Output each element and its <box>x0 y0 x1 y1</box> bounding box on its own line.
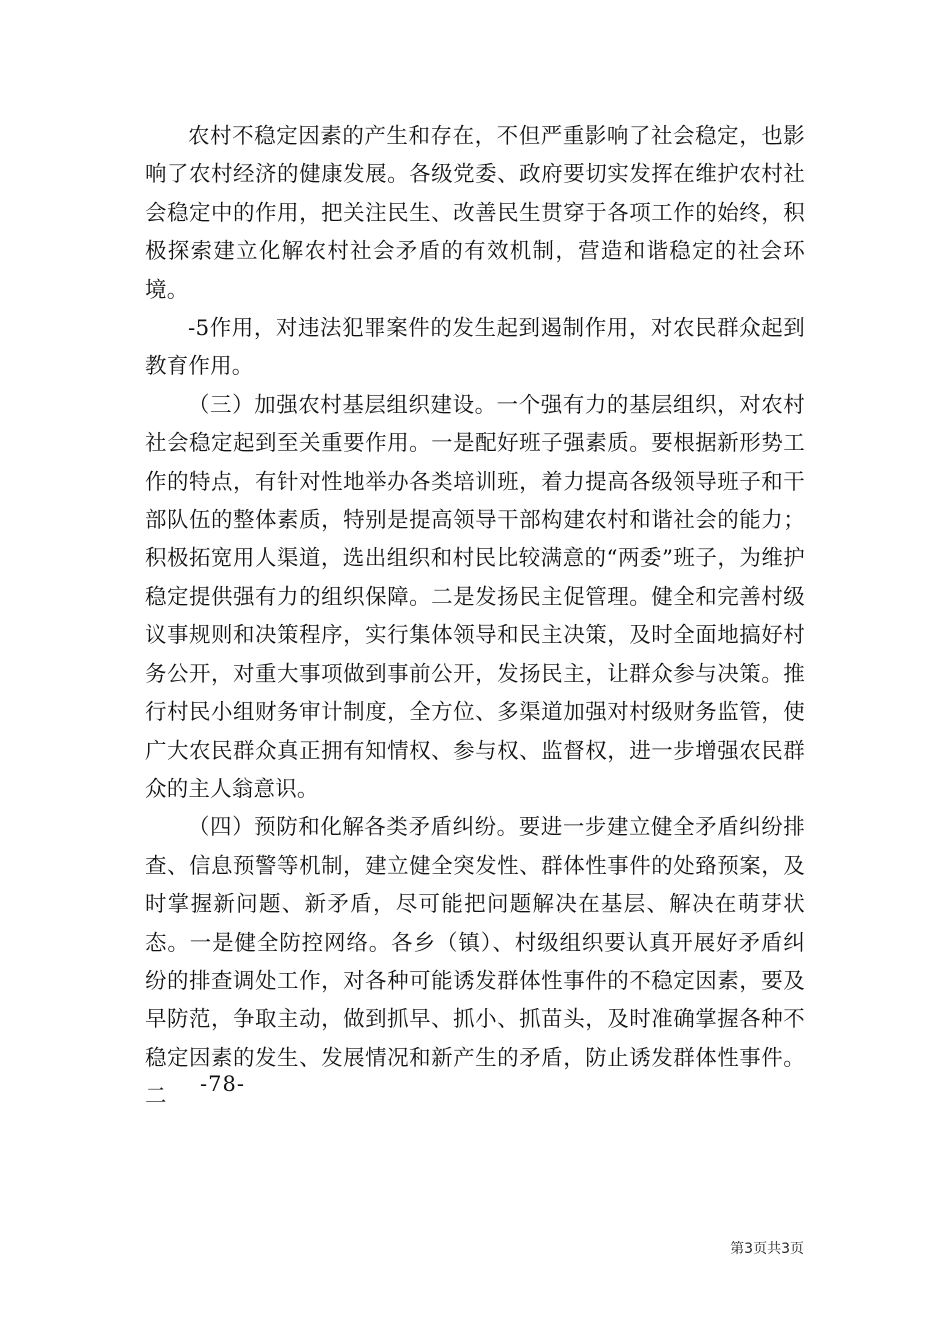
paragraph-fragment: -5作用，对违法犯罪案件的发生起到遏制作用，对农民群众起到教育作用。 <box>145 316 805 380</box>
paragraph-section-four: （四）预防和化解各类矛盾纠纷。要进一步建立健全矛盾纠纷排查、信息预警等机制，建立健全突发性、群体性事件的处臵预案，及时掌握新问题、新矛盾，尽可能把问题解决在基层、解决在萌芽状态。一是健全防控网络。各乡（镇）、村级组织要认真开展好矛盾纠纷的排查调处工作，对各种可能诱发群体性事件的不稳定因素，要及早防范，争取主动，做到抓早、抓小、抓苗头，及时准确掌握各种不稳定因素的发生、发展情况和新产生的矛盾，防止诱发群体性事件。二 <box>145 815 805 1110</box>
page-number: -78- <box>200 1072 245 1096</box>
document-body <box>145 118 805 1117</box>
footer-page-info: 第3页共3页 <box>730 1241 804 1257</box>
paragraph-section-three: （三）加强农村基层组织建设。一个强有力的基层组织，对农村社会稳定起到至关重要作用。一是配好班子强素质。要根据新形势工作的特点，有针对性地举办各类培训班，着力提高各级领导班子和干部队伍的整体素质，特别是提高领导干部构建农村和谐社会的能力；积极拓宽用人渠道，选出组织和村民比较满意的“两委”班子，为维护稳定提供强有力的组织保障。二是发扬民主促管理。健全和完善村级议事规则和决策程序，实行集体领导和民主决策，及时全面地搞好村务公开，对重大事项做到事前公开，发扬民主，让群众参与决策。推行村民小组财务审计制度，全方位、多渠道加强对村级财务监管，使广大农民群众真正拥有知情权、参与权、监督权，进一步增强农民群众的主人翁意识。 <box>145 392 805 802</box>
paragraph-intro: 农村不稳定因素的产生和存在，不但严重影响了社会稳定，也影响了农村经济的健康发展。各级党委、政府要切实发挥在维护农村社会稳定中的作用，把关注民生、改善民生贯穿于各项工作的始终，积极探索建立化解农村社会矛盾的有效机制，营造和谐稳定的社会环境。 <box>145 124 805 303</box>
